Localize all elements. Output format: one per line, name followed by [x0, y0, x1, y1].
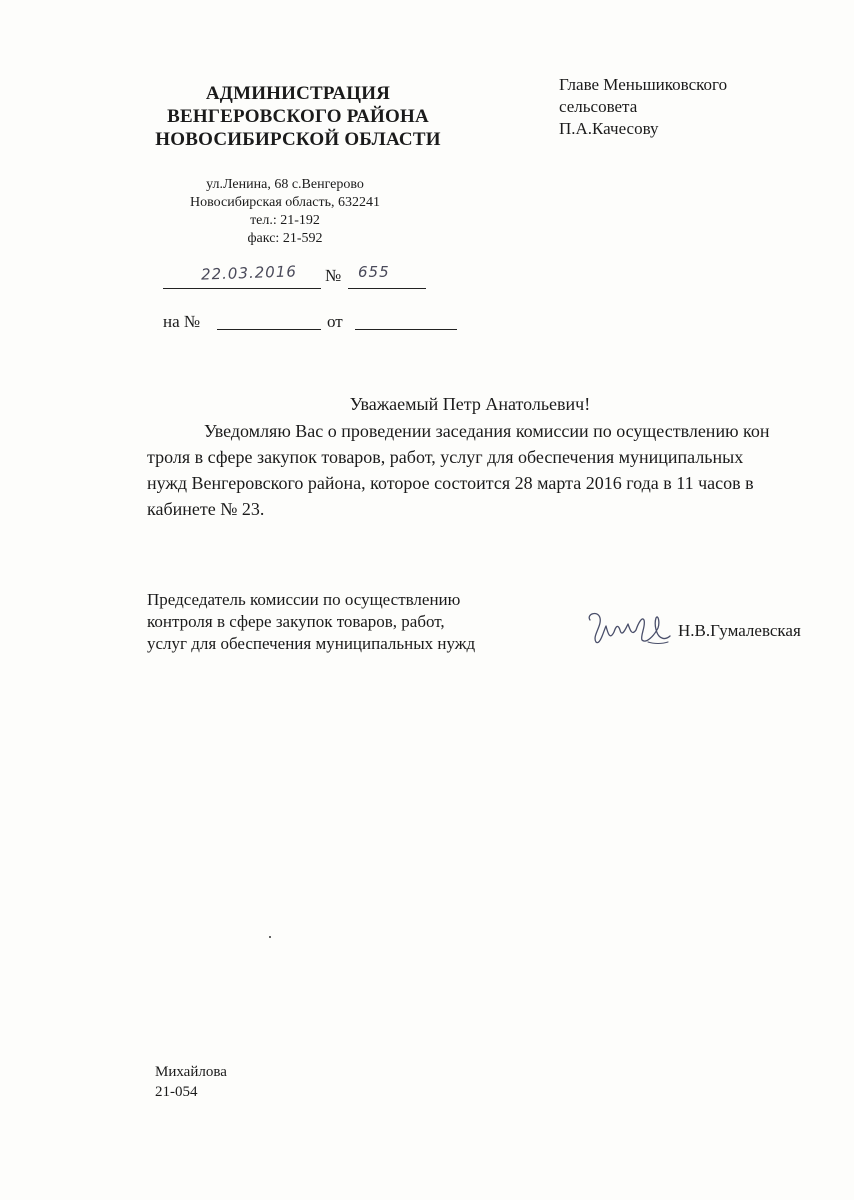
registration-line: [163, 262, 433, 292]
executor-name: Михайлова: [155, 1064, 227, 1080]
signer-position-line: контроля в сфере закупок товаров, работ,: [147, 612, 445, 631]
handwritten-signature: [584, 606, 672, 652]
reference-number-blank: [217, 329, 321, 330]
organization-name-line: АДМИНИСТРАЦИЯ: [205, 83, 391, 104]
recipient-line: П.А.Качесову: [559, 119, 659, 138]
organization-name: [118, 82, 478, 151]
organization-name-line: НОВОСИБИРСКОЙ ОБЛАСТИ: [155, 129, 441, 150]
reference-number-label: на №: [163, 312, 201, 331]
signer-name: Н.В.Гумалевская: [678, 621, 801, 640]
reference-from-label: от: [327, 312, 343, 331]
executor-block: [155, 1062, 227, 1102]
registration-number: 655: [358, 263, 390, 281]
registration-number-label: №: [325, 266, 342, 285]
letter-body: [147, 418, 854, 522]
signer-position-line: Председатель комиссии по осуществлению: [147, 590, 461, 609]
recipient-block: [559, 74, 829, 140]
body-line: троля в сфере закупок товаров, работ, услуг для обеспечения муниципальных: [147, 447, 744, 467]
recipient-line: сельсовета: [559, 97, 638, 116]
body-line: Уведомляю Вас о проведении заседания комиссии по осуществлению кон: [204, 421, 770, 441]
recipient-line: Главе Меньшиковского: [559, 75, 728, 94]
scan-speck: [269, 936, 271, 938]
organization-fax: факс: 21-592: [247, 231, 323, 246]
body-line: кабинете № 23.: [147, 499, 265, 519]
organization-contacts: [170, 176, 400, 248]
registration-number-field: [348, 263, 426, 289]
executor-phone: 21-054: [155, 1084, 198, 1100]
organization-region: Новосибирская область, 632241: [190, 195, 380, 210]
salutation: Уважаемый Петр Анатольевич!: [349, 394, 591, 414]
organization-address: ул.Ленина, 68 с.Венгерово: [206, 177, 364, 192]
registration-date: 22.03.2016: [200, 262, 298, 284]
organization-name-line: ВЕНГЕРОВСКОГО РАЙОНА: [167, 106, 429, 127]
registration-date-field: [163, 262, 321, 289]
signer-position: [147, 589, 567, 655]
reference-line: [163, 312, 463, 336]
body-line: нужд Венгеровского района, которое состоится 28 марта 2016 года в 11 часов в: [147, 473, 754, 493]
organization-phone: тел.: 21-192: [250, 213, 320, 228]
reference-date-blank: [355, 329, 457, 330]
signer-position-line: услуг для обеспечения муниципальных нужд: [147, 634, 476, 653]
